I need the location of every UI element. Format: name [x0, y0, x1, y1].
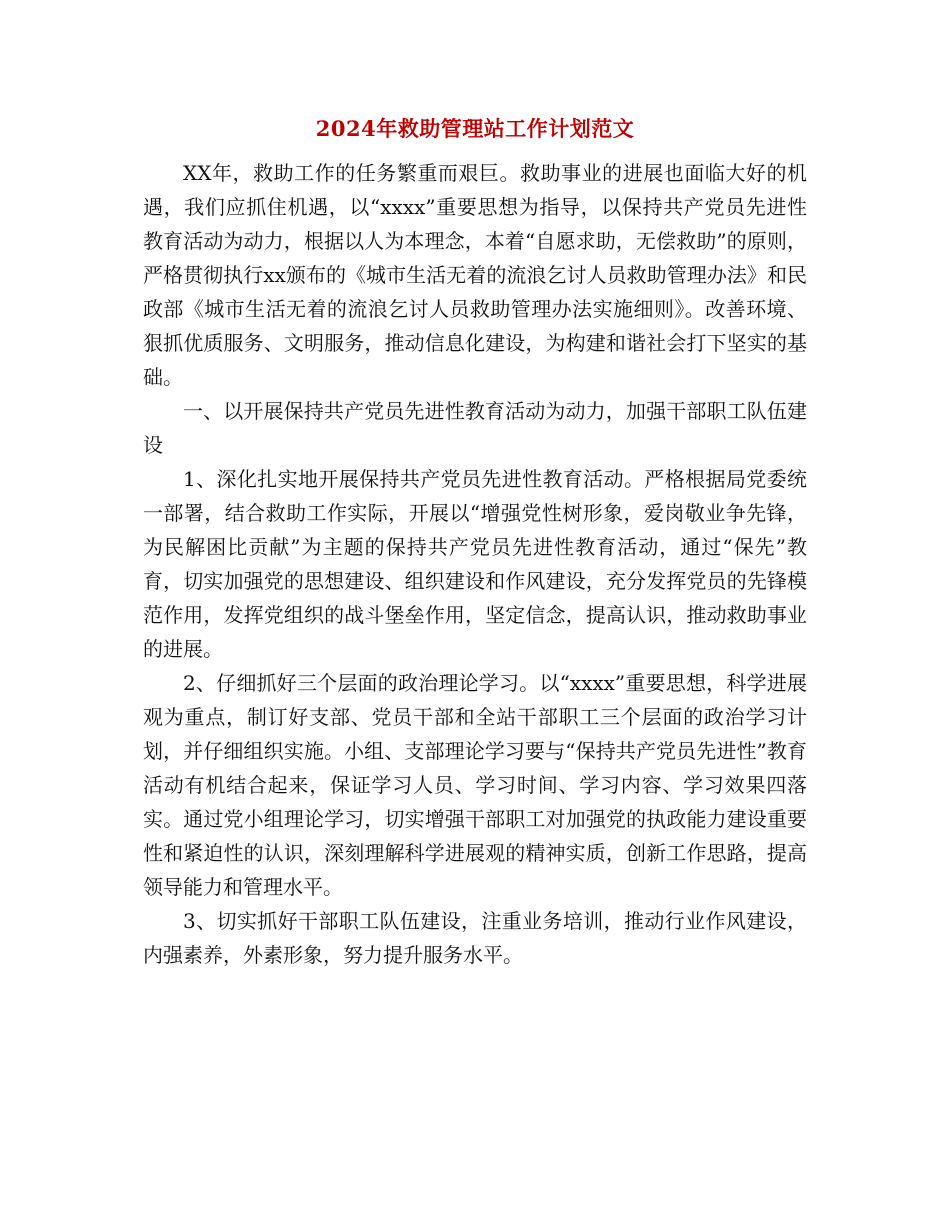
section-heading-1: 一、以开展保持共产党员先进性教育活动为动力，加强干部职工队伍建设 [143, 399, 807, 457]
document-title: 2024年救助管理站工作计划范文 [315, 116, 635, 141]
paragraph-item-1: 1、深化扎实地开展保持共产党员先进性教育活动。严格根据局党委统一部署，结合救助工作实际，开展以“增强党性树形象，爱岗敬业争先锋，为民解困比贡献”为主题的保持共产党员先进性教育活动，通过“保先”教育，切实加强党的思想建设、组织建设和作风建设，充分发挥党员的先锋模范作用，发挥党组织的战斗堡垒作用，坚定信念，提高认识，推动救助事业的进展。 [143, 467, 807, 661]
paragraph-item-2: 2、仔细抓好三个层面的政治理论学习。以“xxxx”重要思想，科学进展观为重点，制订好支部、党员干部和全站干部职工三个层面的政治学习计划，并仔细组织实施。小组、支部理论学习要与“保持共产党员先进性”教育活动有机结合起来，保证学习人员、学习时间、学习内容、学习效果四落实。通过党小组理论学习，切实增强干部职工对加强党的执政能力建设重要性和紧迫性的认识，深刻理解科学进展观的精神实质，创新工作思路，提高领导能力和管理水平。 [143, 671, 807, 899]
paragraph-intro: XX年，救助工作的任务繁重而艰巨。救助事业的进展也面临大好的机遇，我们应抓住机遇，以“xxxx”重要思想为指导，以保持共产党员先进性教育活动为动力，根据以人为本理念，本着“自愿求助，无偿救助”的原则，严格贯彻执行xx颁布的《城市生活无着的流浪乞讨人员救助管理办法》和民政部《城市生活无着的流浪乞讨人员救助管理办法实施细则》。改善环境、狠抓优质服务、文明服务，推动信息化建设，为构建和谐社会打下坚实的基础。 [143, 161, 807, 389]
paragraph-item-3: 3、切实抓好干部职工队伍建设，注重业务培训，推动行业作风建设，内强素养，外素形象，努力提升服务水平。 [143, 909, 807, 967]
document-body [143, 156, 807, 972]
